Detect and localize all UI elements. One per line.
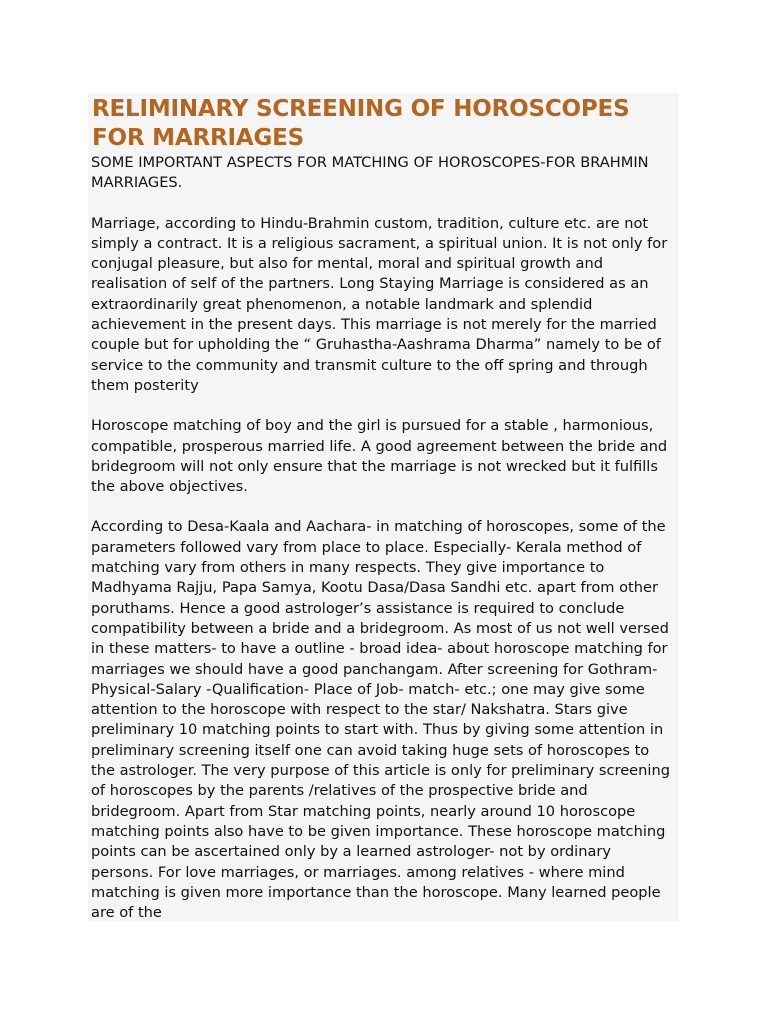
article-paragraph-3: According to Desa-Kaala and Aachara- in matching of horoscopes, some of the parameters followed vary from place to place. Especially- Kerala method of matching vary from others in many respects. They give importance to Madhyama Rajju, Papa Samya, Kootu Dasa/Dasa Sandhi etc. apart from other poruthams. Hence a good astrologer’s assistance is required to conclude compatibility between a bride and a bridegroom. As most of us not well versed in these matters- to have a outline - broad idea- about horoscope matching for marriages we should have a good panchangam. After screening for Gothram- Physical-Salary -Qualification- Place of Job- match- etc.; one may give some attention to the horoscope with respect to the star/ Nakshatra. Stars give preliminary 10 matching points to start with. Thus by giving some attention in preliminary screening itself one can avoid taking huge sets of horoscopes to the astrologer. The very purpose of this article is only for preliminary screening of horoscopes by the parents /relatives of the prospective bride and bridegroom. Apart from Star matching points, nearly around 10 horoscope matching points also have to be given importance. These horoscope matching points can be ascertained only by a learned astrologer- not by ordinary persons. For love marriages, or marriages. among relatives - where mind matching is given more importance than the horoscope. Many learned people are of the <box>91 518 670 921</box>
article-paragraph-1: Marriage, according to Hindu-Brahmin custom, tradition, culture etc. are not simply a contract. It is a religious sacrament, a spiritual union. It is not only for conjugal pleasure, but also for mental, moral and spiritual growth and realisation of self of the partners. Long Staying Marriage is considered as an extraordinarily great phenomenon, a notable landmark and splendid achievement in the present days. This marriage is not merely for the married couple but for upholding the “ Gruhastha-Aashrama Dharma” namely to be of service to the community and transmit culture to the off spring and through them posterity <box>91 214 668 394</box>
article-subtitle: SOME IMPORTANT ASPECTS FOR MATCHING OF HOROSCOPES-FOR BRAHMIN MARRIAGES. <box>91 154 649 192</box>
article-block <box>88 93 678 921</box>
article-paragraph-2: Horoscope matching of boy and the girl is pursued for a stable , harmonious, compatible, prosperous married life. A good agreement between the bride and bridegroom will not only ensure that the marriage is not wrecked but it fulfills the above objectives. <box>91 417 668 496</box>
article-title: RELIMINARY SCREENING OF HOROSCOPES FOR MARRIAGES <box>92 96 630 151</box>
